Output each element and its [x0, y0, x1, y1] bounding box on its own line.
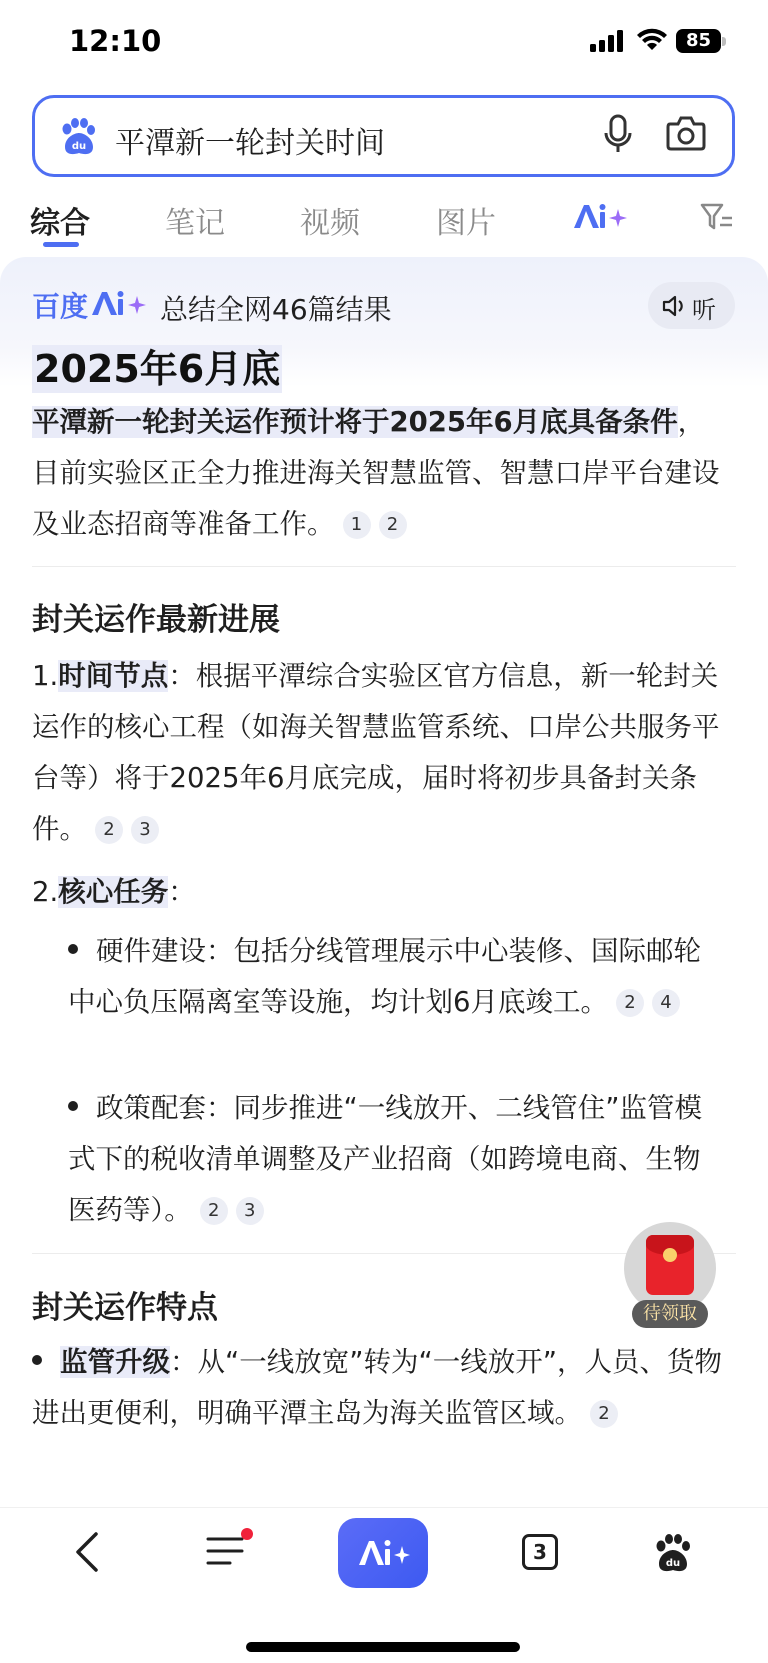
baidu-home-icon[interactable] — [653, 1532, 693, 1574]
task-bullet-policy — [68, 1083, 723, 1236]
listen-button[interactable] — [648, 282, 735, 329]
ai-logo-icon — [90, 290, 148, 318]
bullet-dot — [68, 1101, 78, 1111]
home-indicator — [246, 1642, 520, 1652]
intro-highlight: 平潭新一轮封关运作预计将于2025年6月底具备条件 — [32, 406, 678, 438]
section-heading-progress: 封关运作最新进展 — [32, 602, 280, 638]
red-envelope-coin — [663, 1248, 677, 1262]
bullet-title: 监管升级 — [60, 1346, 170, 1378]
citation-badge[interactable]: 2 — [590, 1400, 618, 1428]
tab-general[interactable]: 综合 — [30, 206, 90, 241]
item-number: 1. — [32, 660, 59, 692]
wifi-icon — [636, 28, 668, 52]
citation-badge[interactable]: 2 — [200, 1197, 228, 1225]
citation-badge[interactable]: 1 — [343, 511, 371, 539]
svg-text:du: du — [71, 141, 87, 152]
baidu-ai-brand — [32, 285, 88, 325]
active-tab-indicator — [43, 242, 79, 247]
listen-label: 听 — [692, 296, 716, 324]
progress-item-1 — [32, 651, 732, 855]
menu-icon[interactable] — [206, 1534, 244, 1568]
search-input[interactable]: 平潭新一轮封关时间 — [115, 126, 385, 161]
red-packet-label: 待领取 — [632, 1300, 708, 1328]
item-title: 核心任务 — [58, 876, 169, 908]
divider — [32, 566, 736, 567]
citation-badge[interactable]: 3 — [236, 1197, 264, 1225]
battery-icon — [676, 29, 726, 53]
result-tabs — [0, 190, 768, 250]
progress-item-2 — [32, 867, 732, 918]
status-time: 12:10 — [69, 24, 162, 58]
status-bar — [0, 0, 768, 86]
bullet-dot — [68, 944, 78, 954]
red-packet-button[interactable] — [624, 1222, 716, 1332]
filter-icon[interactable] — [700, 202, 734, 232]
item-title: 时间节点 — [58, 660, 169, 692]
task-bullet-hardware — [68, 926, 723, 1028]
summary-count: 总结全网46篇结果 — [160, 293, 392, 326]
speaker-icon — [662, 295, 688, 317]
notification-dot — [241, 1528, 253, 1540]
item-number: 2. — [32, 876, 59, 908]
microphone-icon[interactable] — [603, 114, 633, 154]
ai-icon — [357, 1538, 411, 1568]
item-text: ：根据平潭综合实验区官方信息，新一轮封关运作的核心工程（如海关智慧监管系统、口岸公共服务平台等）将于2025年6月底完成，届时将初步具备封关条件。 — [32, 660, 720, 845]
bullet-text: 硬件建设：包括分线管理展示中心装修、国际邮轮中心负压隔离室等设施，均计划6月底竣工。 — [68, 935, 701, 1018]
back-icon[interactable] — [72, 1530, 102, 1574]
tab-notes[interactable]: 笔记 — [165, 206, 225, 241]
intro-text: ，目前实验区正全力推进海关智慧监管、智慧口岸平台建设及业态招商等准备工作。 — [32, 406, 720, 540]
battery-level: 85 — [676, 29, 721, 53]
bullet-text: 政策配套：同步推进“一线放开、二线管住”监管模式下的税收清单调整及产业招商（如跨境电商、生物医药等）。 — [68, 1092, 702, 1226]
cellular-signal-icon — [590, 30, 626, 52]
ai-assistant-button[interactable] — [338, 1518, 428, 1588]
tab-ai[interactable] — [572, 202, 628, 232]
answer-headline: 2025年6月底 — [34, 347, 281, 391]
search-box[interactable] — [32, 95, 735, 177]
svg-text:du: du — [665, 1558, 681, 1569]
bullet-dot — [32, 1355, 42, 1365]
tab-images[interactable]: 图片 — [436, 206, 496, 241]
citation-badge[interactable]: 3 — [131, 816, 159, 844]
citation-badge[interactable]: 4 — [652, 989, 680, 1017]
tab-video[interactable]: 视频 — [300, 206, 360, 241]
brand-label: 百度 — [32, 290, 89, 323]
bullet-text: ：从“一线放宽”转为“一线放开”，人员、货物进出更便利，明确平潭主岛为海关监管区域。 — [32, 1346, 722, 1429]
tab-count-button[interactable]: 3 — [522, 1534, 558, 1570]
feature-bullet-supervision — [32, 1337, 732, 1439]
camera-icon[interactable] — [666, 115, 706, 151]
citation-badge[interactable]: 2 — [379, 511, 407, 539]
citation-badge[interactable]: 2 — [95, 816, 123, 844]
section-heading-features: 封关运作特点 — [32, 1290, 218, 1326]
bottom-nav — [0, 1507, 768, 1663]
baidu-paw-icon[interactable] — [57, 117, 97, 157]
item-colon: ： — [168, 876, 196, 908]
intro-paragraph — [32, 397, 732, 550]
citation-badge[interactable]: 2 — [616, 989, 644, 1017]
